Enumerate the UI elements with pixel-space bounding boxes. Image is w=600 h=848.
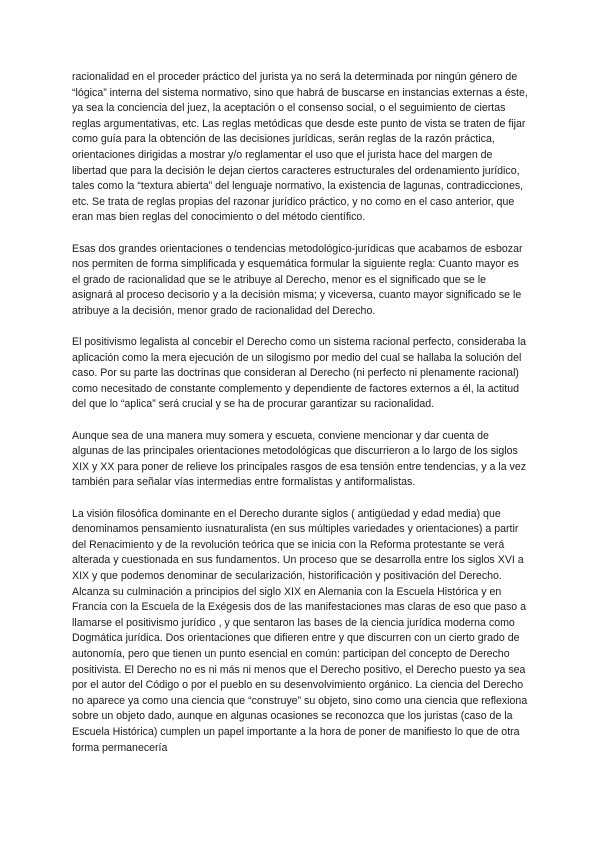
paragraph: Esas dos grandes orientaciones o tendencias metodológico-jurídicas que acabamos de esbozar nos permiten de forma simplificada y esquemática formular la siguiente regla: Cuanto mayor es el grado de racionalidad que se le atribuye al Derecho, menor es el significado que se le asignará al proceso decisorio y a la decisión misma; y viceversa, cuanto mayor significado se le atribuye a la decisión, menor grado de racionalidad del Derecho. — [72, 242, 523, 317]
document-body — [72, 70, 528, 756]
paragraph: La visión filosófica dominante en el Derecho durante siglos ( antigüedad y edad media) que denominamos pensamiento iusnaturalista (en sus múltiples variedades y orientaciones) a partir del Renacimiento y de la revolución teórica que se inicia con la Reforma protestante se verá alterada y cuestionada en sus fundamentos. Un proceso que se desarrolla entre los siglos XVI a XIX y que podemos denominar de secularización, historificación y positivación del Derecho. Alcanza su culminación a principios del siglo XIX en Alemania con la Escuela Histórica y en Francia con la Escuela de la Exégesis dos de las manifestaciones mas claras de eso que paso a llamarse el positivismo jurídico , y que sentaron las bases de la ciencia jurídica moderna como Dogmática jurídica. Dos orientaciones que difieren entre y que discurren con un cierto grado de autonomía, pero que tienen un punto esencial en común: participan del concepto de Derecho positivista. El Derecho no es ni más ni menos que el Derecho positivo, el Derecho puesto ya sea por el autor del Código o por el pueblo en su desenvolvimiento orgánico. La ciencia del Derecho no aparece ya como una ciencia que “construye” su objeto, sino como una ciencia que reflexiona sobre un objeto dado, aunque en algunas ocasiones se reconozca que los juristas (caso de la Escuela Histórica) cumplen un papel importante a la hora de poner de manifiesto lo que de otra forma permanecería — [72, 507, 528, 754]
paragraph: El positivismo legalista al concebir el Derecho como un sistema racional perfecto, consideraba la aplicación como la mera ejecución de un silogismo por medio del cual se hallaba la solución del caso. Por su parte las doctrinas que consideran al Derecho (ni perfecto ni plenamente racional) como necesitado de constante complemento y dependiente de factores externos a él, la actitud del que lo “aplica” será crucial y se ha de procurar garantizar su racionalidad. — [72, 336, 526, 411]
paragraph: racionalidad en el proceder práctico del jurista ya no será la determinada por ningún género de “lógica” interna del sistema normativo, sino que habrá de buscarse en instancias externas a éste, ya sea la conciencia del juez, la aceptación o el consenso social, o el seguimiento de ciertas reglas argumentativas, etc. Las reglas metódicas que desde este punto de vista se traten de fijar como guía para la obtención de las decisiones jurídicas, serán reglas de la razón práctica, orientaciones dirigidas a mostrar y/o reglamentar el uso que el jurista hace del margen de libertad que para la decisión le dejan ciertos caracteres estructurales del ordenamiento jurídico, tales como la “textura abierta” del lenguaje normativo, la existencia de lagunas, contradicciones, etc. Se trata de reglas propias del razonar jurídico práctico, y no como en el caso anterior, que eran mas bien reglas del conocimiento o del método científico. — [72, 71, 528, 224]
paragraph: Aunque sea de una manera muy somera y escueta, conviene mencionar y dar cuenta de algunas de las principales orientaciones metodológicas que discurrieron a lo largo de los siglos XIX y XX para poner de relieve los principales rasgos de esa tensión entre tendencias, y a la vez también para señalar vías intermedias entre formalistas y antiformalistas. — [72, 429, 527, 489]
